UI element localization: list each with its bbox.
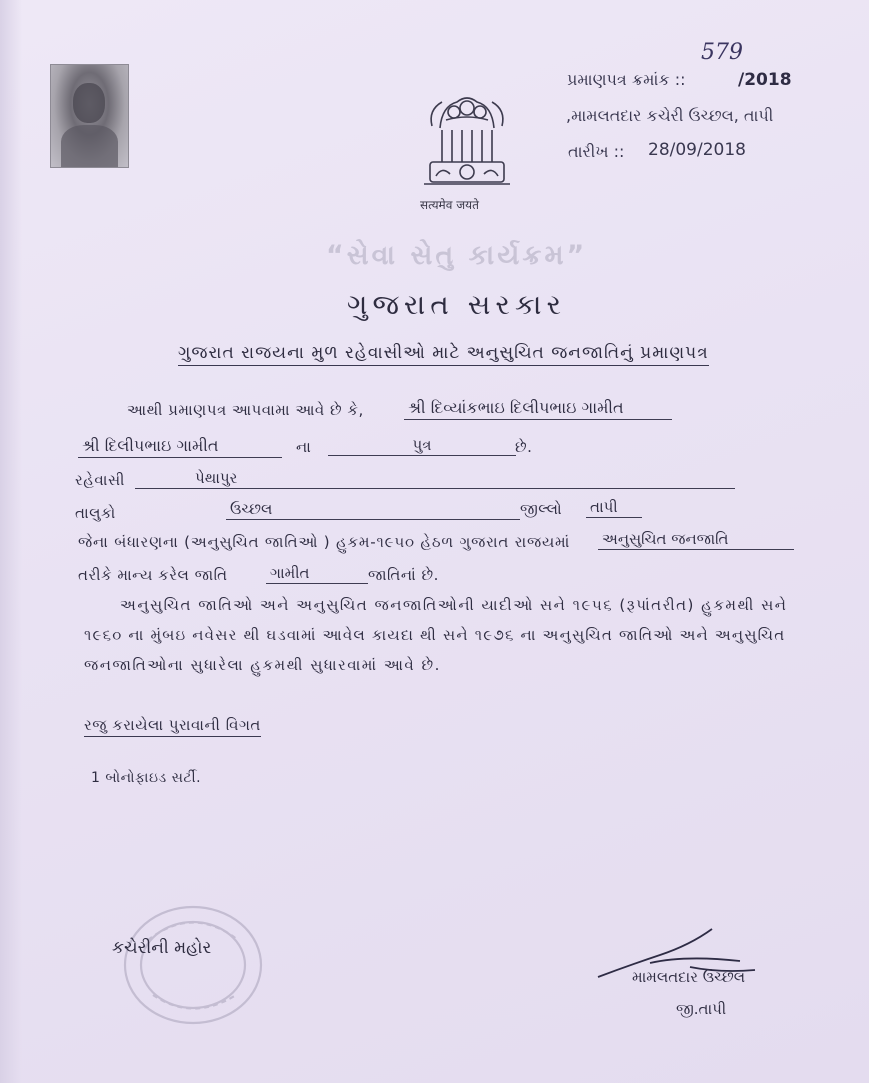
paper-edge-shadow	[0, 0, 22, 1083]
constitution-text: જેના બંધારણના (અનુસુચિત જાતિઓ ) હુકમ-૧૯૫૦ હેઠળ ગુજરાત રાજયમાં	[78, 533, 571, 551]
program-watermark: “સેવા સેતુ કાર્યક્રમ”	[326, 240, 588, 271]
office-name: ,મામલતદાર કચેરી ઉચ્છલ, તાપી	[566, 106, 774, 125]
category-value: અનુસુચિત જનજાતિ	[598, 530, 794, 550]
evidence-item-1: 1 બોનોફાઇડ સર્ટી.	[91, 770, 202, 786]
cert-number-label: પ્રમાણપત્ર ક્રમાંક ::	[567, 70, 686, 89]
applicant-photo	[50, 64, 129, 168]
father-name: શ્રી દિલીપભાઇ ગામીત	[78, 436, 282, 458]
recognized-text: તરીકે માન્ય કરેલ જાતિ	[78, 566, 228, 584]
residence-label: રહેવાસી	[75, 471, 125, 489]
office-seal-label: કચેરીની મહોર	[112, 938, 212, 958]
legal-paragraph-line-2: ૧૯૬૦ ના મુંબઇ નવેસર થી ઘડવામાં આવેલ કાયદા થી સને ૧૯૭૬ ના અનુસુચિત જાતિઓ અને અનુસુચિત	[84, 626, 786, 644]
signatory-title: મામલતદાર ઉચ્છલ	[632, 968, 746, 986]
caste-suffix: જાતિનાં છે.	[368, 566, 439, 584]
caste-value: ગામીત	[266, 564, 368, 584]
che-text: છે.	[515, 438, 533, 456]
government-title: ગુજરાત સરકાર	[347, 288, 566, 321]
emblem-motto: सत्यमेव जयते	[420, 198, 479, 212]
cert-year: /2018	[738, 70, 792, 90]
office-seal-stamp-icon	[118, 900, 268, 1030]
taluka-label: તાલુકો	[75, 504, 116, 522]
district-value: તાપી	[586, 498, 642, 518]
na-text: ના	[296, 438, 312, 456]
intro-text: આથી પ્રમાણપત્ર આપવામા આવે છે કે,	[127, 401, 364, 419]
date-value: 28/09/2018	[648, 140, 746, 160]
evidence-heading: રજુ કરાયેલા પુરાવાની વિગત	[84, 716, 261, 737]
applicant-name: શ્રી દિવ્યાંકભાઇ દિલીપભાઇ ગામીત	[404, 398, 672, 420]
residence-value: પેથાપુર	[135, 469, 735, 489]
legal-paragraph-line-1: અનુસુચિત જાતિઓ અને અનુસુચિત જનજાતિઓની યાદીઓ સને ૧૯૫૬ (રૂપાંતરીત) હુકમથી સને	[120, 596, 788, 614]
certificate-subtitle: ગુજરાત રાજયના મુળ રહેવાસીઓ માટે અનુસુચિત જનજાતિનું પ્રમાણપત્ર	[178, 343, 709, 366]
date-label: તારીખ ::	[568, 142, 625, 161]
legal-paragraph-line-3: જનજાતિઓના સુધારેલા હુકમથી સુધારવામાં આવે છે.	[84, 656, 441, 674]
national-emblem-icon	[412, 88, 522, 200]
signatory-district: જી.તાપી	[676, 1000, 727, 1018]
taluka-value: ઉચ્છલ	[226, 500, 520, 520]
district-label: જીલ્લો	[520, 500, 563, 518]
relation-value: પુત્ર	[328, 436, 516, 456]
cert-number-handwritten: 579	[701, 40, 743, 65]
